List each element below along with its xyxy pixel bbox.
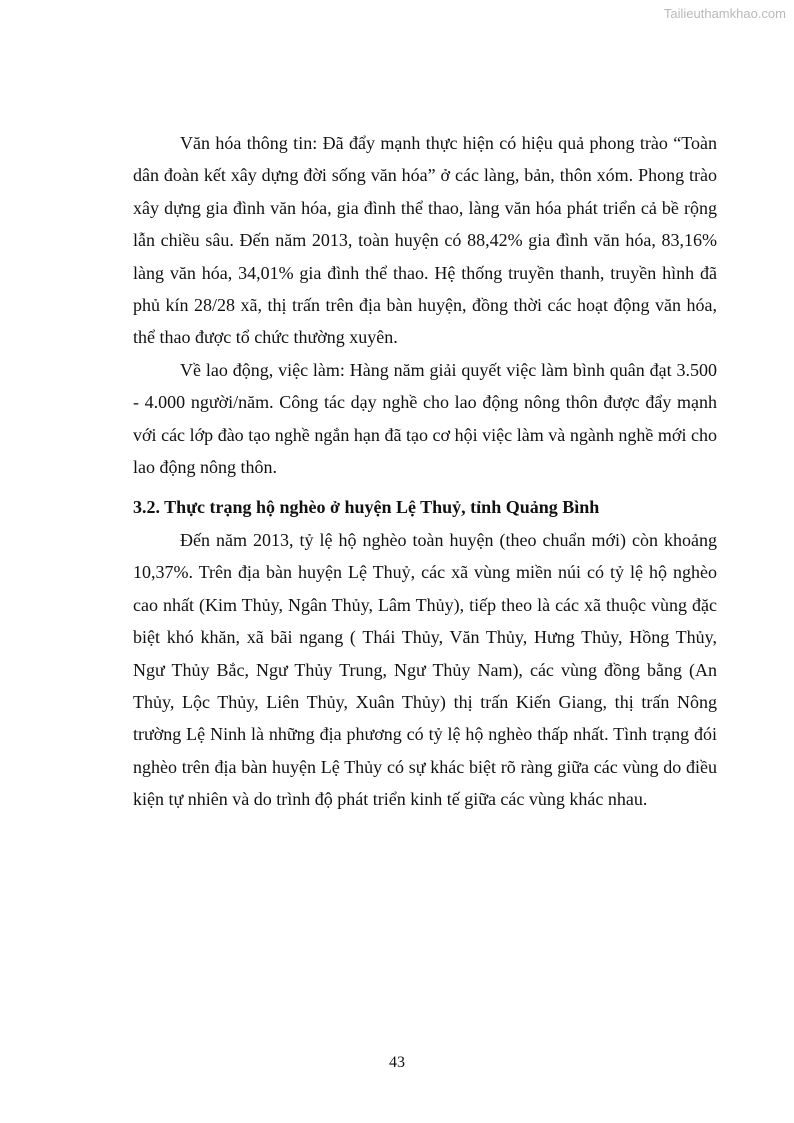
paragraph-culture: Văn hóa thông tin: Đã đẩy mạnh thực hiện có hiệu quả phong trào “Toàn dân đoàn kết xây dựng đời sống văn hóa” ở các làng, bản, thôn xóm. Phong trào xây dựng gia đình văn hóa, gia đình thể thao, làng văn hóa phát triển cả bề rộng lẫn chiều sâu. Đến năm 2013, toàn huyện có 88,42% gia đình văn hóa, 83,16% làng văn hóa, 34,01% gia đình thể thao. Hệ thống truyền thanh, truyền hình đã phủ kín 28/28 xã, thị trấn trên địa bàn huyện, đồng thời các hoạt động văn hóa, thể thao được tổ chức thường xuyên. [133, 133, 717, 348]
watermark: Tailieuthamkhao.com [663, 6, 786, 21]
paragraph-labor: Về lao động, việc làm: Hàng năm giải quyết việc làm bình quân đạt 3.500 - 4.000 người/năm. Công tác dạy nghề cho lao động nông thôn được đẩy mạnh với các lớp đào tạo nghề ngắn hạn đã tạo cơ hội việc làm và ngành nghề mới cho lao động nông thôn. [133, 359, 717, 478]
page-number: 43 [389, 1054, 405, 1071]
section-heading: 3.2. Thực trạng hộ nghèo ở huyện Lệ Thuỷ, tỉnh Quảng Bình [133, 497, 600, 518]
page-body [133, 127, 717, 816]
paragraph-poverty: Đến năm 2013, tỷ lệ hộ nghèo toàn huyện (theo chuẩn mới) còn khoảng 10,37%. Trên địa bàn huyện Lệ Thuỷ, các xã vùng miền núi có tỷ lệ hộ nghèo cao nhất (Kim Thủy, Ngân Thủy, Lâm Thủy), tiếp theo là các xã thuộc vùng đặc biệt khó khăn, xã bãi ngang ( Thái Thủy, Văn Thủy, Hưng Thủy, Hồng Thủy, Ngư Thủy Bắc, Ngư Thủy Trung, Ngư Thủy Nam), các vùng đồng bằng (An Thủy, Lộc Thủy, Liên Thủy, Xuân Thủy) thị trấn Kiến Giang, thị trấn Nông trường Lệ Ninh là những địa phương có tỷ lệ hộ nghèo thấp nhất. Tình trạng đói nghèo trên địa bàn huyện Lệ Thủy có sự khác biệt rõ ràng giữa các vùng do điều kiện tự nhiên và do trình độ phát triển kinh tế giữa các vùng khác nhau. [133, 529, 717, 810]
